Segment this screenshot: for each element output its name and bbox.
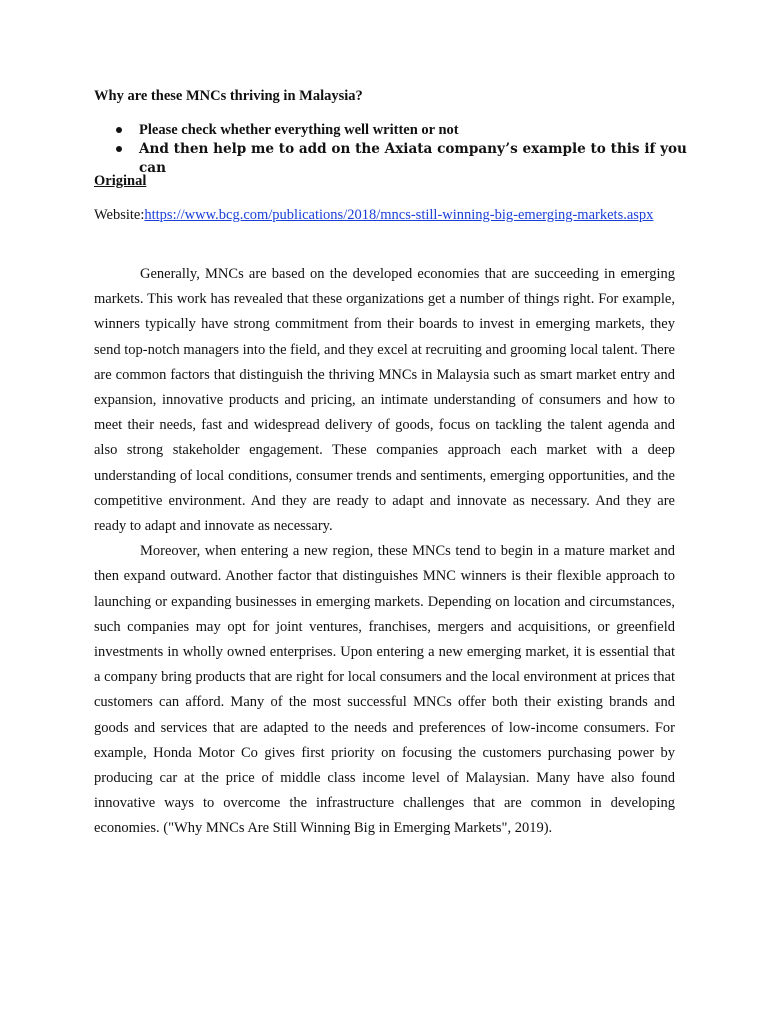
- bullet-text: Please check whether everything well written or not: [139, 122, 459, 138]
- bullet-item: [94, 140, 694, 178]
- website-line: [94, 207, 654, 224]
- bullet-icon: [116, 146, 122, 152]
- section-heading-original: Original: [94, 173, 147, 189]
- bullet-icon: [116, 127, 122, 133]
- request-bullet-list: [94, 121, 694, 178]
- website-label: Website:: [94, 207, 145, 223]
- bullet-item: [94, 121, 694, 140]
- paragraph-1: Generally, MNCs are based on the developed economies that are succeeding in emerging markets. This work has revealed that these organizations get a number of things right. For example, winners typically have strong commitment from their boards to invest in emerging markets, they send top-notch managers into the field, and they excel at recruiting and grooming local talent. There are common factors that distinguish the thriving MNCs in Malaysia such as smart market entry and expansion, innovative products and pricing, an intimate understanding of consumers and how to meet their needs, fast and widespread delivery of goods, focus on tackling the talent agenda and also strong stakeholder engagement. These companies approach each market with a deep understanding of local conditions, consumer trends and sentiments, emerging opportunities, and the competitive environment. And they are ready to adapt and innovate as necessary. And they are ready to adapt and innovate as necessary.: [94, 266, 675, 535]
- bullet-text: And then help me to add on the Axiata company’s example to this if you can: [139, 141, 687, 176]
- paragraph-2: Moreover, when entering a new region, these MNCs tend to begin in a mature market and then expand outward. Another factor that distinguishes MNC winners is their flexible approach to launching or expanding businesses in emerging markets. Depending on location and circumstances, such companies may opt for joint ventures, franchises, mergers and acquisitions, or greenfield investments in wholly owned enterprises. Upon entering a new emerging market, it is essential that a company bring products that are right for local consumers and the local environment at prices that customers can afford. Many of the most successful MNCs offer both their existing brands and goods and services that are adapted to the needs and preferences of low-income consumers. For example, Honda Motor Co gives first priority on focusing the customers purchasing power by producing car at the price of middle class income level of Malaysian. Many have also found innovative ways to overcome the infrastructure challenges that are common in developing economies. ("Why MNCs Are Still Winning Big in Emerging Markets", 2019).: [94, 543, 675, 837]
- body-text: [94, 262, 675, 842]
- page-title: Why are these MNCs thriving in Malaysia?: [94, 88, 363, 104]
- website-link[interactable]: https://www.bcg.com/publications/2018/mncs-still-winning-big-emerging-markets.aspx: [144, 207, 654, 223]
